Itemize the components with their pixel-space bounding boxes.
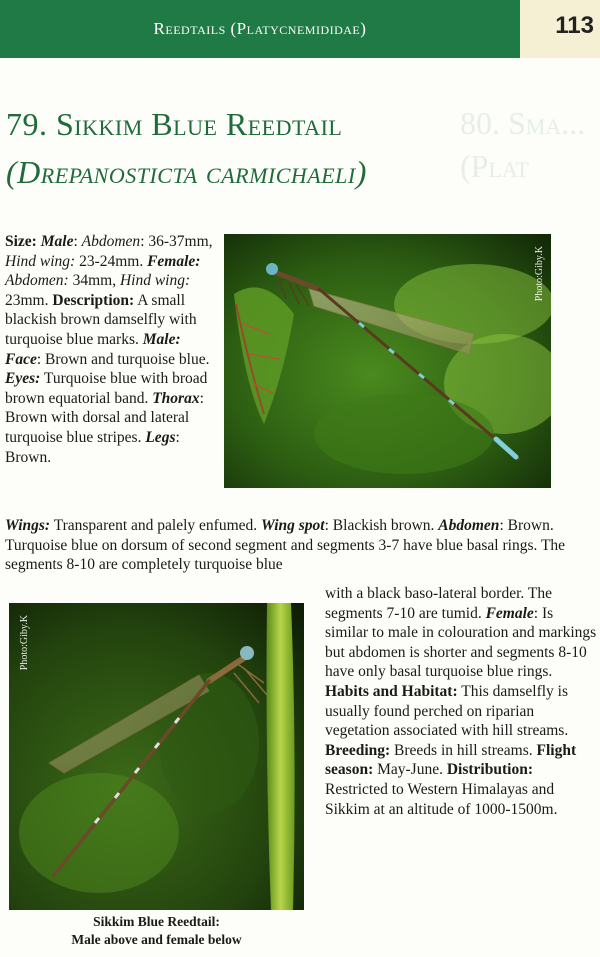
species-title: 79. Sikkim Blue Reedtail <box>6 106 343 142</box>
wing-spot-text: : Blackish brown. <box>324 517 435 534</box>
section-title: Reedtails (Platycnemididae) <box>153 19 367 38</box>
breeding-label: Breeding: <box>325 741 391 759</box>
page-number: 113 <box>555 12 594 39</box>
abdomen-label: Abdomen <box>81 233 141 250</box>
photo-credit-bottom: Photo:Giby.K <box>19 615 30 671</box>
caption-line-1: Sikkim Blue Reedtail: <box>93 914 220 929</box>
right-column-text <box>325 584 597 819</box>
legs-text: : Brown. <box>5 428 180 466</box>
flight-season-text: May-June. <box>377 761 443 779</box>
male-photo-illustration <box>224 234 551 488</box>
photo-caption <box>9 913 304 949</box>
female-photo-illustration <box>9 603 304 910</box>
wings-text: Transparent and palely enfumed. <box>53 517 258 534</box>
photo-credit-top: Photo:Giby.K <box>534 246 545 302</box>
female-label: Female: <box>147 252 201 270</box>
description-label: Description: <box>52 291 135 309</box>
hindwing-label-2: Hind wing: <box>119 272 191 290</box>
left-column-text: Size: Male: Abdomen: 36-37mm, Hind wing: 23-24mm. Female: Abdomen: 34mm, Hind wing: 23mm. Description: A small blackish brown damselfly with turquoise blue marks. Male: Face: Brown and turquoise blue. Eyes: Turquoise blue with broad brown equatorial band. Thorax: Brown with dorsal and lateral turquoise blue stripes. Legs: Brown. <box>5 233 213 466</box>
male-label-2: Male: <box>142 330 181 348</box>
breeding-text: Breeds in hill streams. <box>394 741 533 759</box>
bleed-through-text: 80. Sma... (Plat <box>460 105 586 185</box>
legs-label: Legs <box>145 428 176 446</box>
eyes-label: Eyes: <box>5 370 41 388</box>
size-label: Size: <box>5 233 37 250</box>
full-width-paragraph <box>5 516 597 575</box>
abdomen-text-continued: with a black baso-lateral border. The segments 7-10 are tumid. <box>325 585 552 622</box>
female-abdomen-value: 34mm, <box>72 272 117 290</box>
wing-spot-label: Wing spot <box>261 517 325 534</box>
female-label-2: Female <box>485 604 534 622</box>
female-hindwing-value: 23mm. <box>5 291 49 309</box>
flight-season-label: Flight season: <box>325 741 577 779</box>
species-scientific-name: (Drepanosticta carmichaeli) <box>6 154 367 190</box>
abdomen-label-3: Abdomen <box>438 517 500 534</box>
male-damselfly-photo <box>224 234 551 488</box>
hindwing-label: Hind wing: <box>5 252 76 270</box>
male-abdomen-value: 36-37mm, <box>148 233 213 250</box>
section-header <box>0 0 520 58</box>
face-text: : Brown and turquoise blue. <box>36 350 210 368</box>
male-hindwing-value: 23-24mm. <box>79 252 144 270</box>
distribution-text: Restricted to Western Himalayas and Sikkim at an altitude of 1000-1500m. <box>325 780 558 818</box>
abdomen-text: : Brown. Turquoise blue on dorsum of second segment and segments 3-7 have blue basal rings. The segments 8-10 are completely turquoise blue <box>5 517 566 574</box>
caption-line-2: Male above and female below <box>71 932 242 947</box>
abdomen-label-2: Abdomen: <box>5 272 69 290</box>
habits-text: This damselfly is usually found perched on riparian vegetation associated with hill streams. <box>325 682 569 740</box>
distribution-label: Distribution: <box>446 761 533 779</box>
eyes-text: Turquoise blue with broad brown equatorial band. <box>5 370 208 407</box>
page-number-box <box>520 0 600 58</box>
thorax-label: Thorax <box>152 389 200 407</box>
female-text: : Is similar to male in colouration and markings but abdomen is shorter and segments 8-10 have only basal turquoise blue rings. <box>325 604 597 681</box>
face-label: Face <box>5 350 37 368</box>
thorax-text: : Brown with dorsal and lateral turquoise blue stripes. <box>5 389 204 446</box>
habits-label: Habits and Habitat: <box>325 682 458 700</box>
female-damselfly-photo <box>9 603 304 910</box>
wings-label: Wings: <box>5 517 51 534</box>
description-text: A small blackish brown damselfly with turquoise blue marks. <box>5 291 197 348</box>
male-label: Male <box>40 233 74 250</box>
